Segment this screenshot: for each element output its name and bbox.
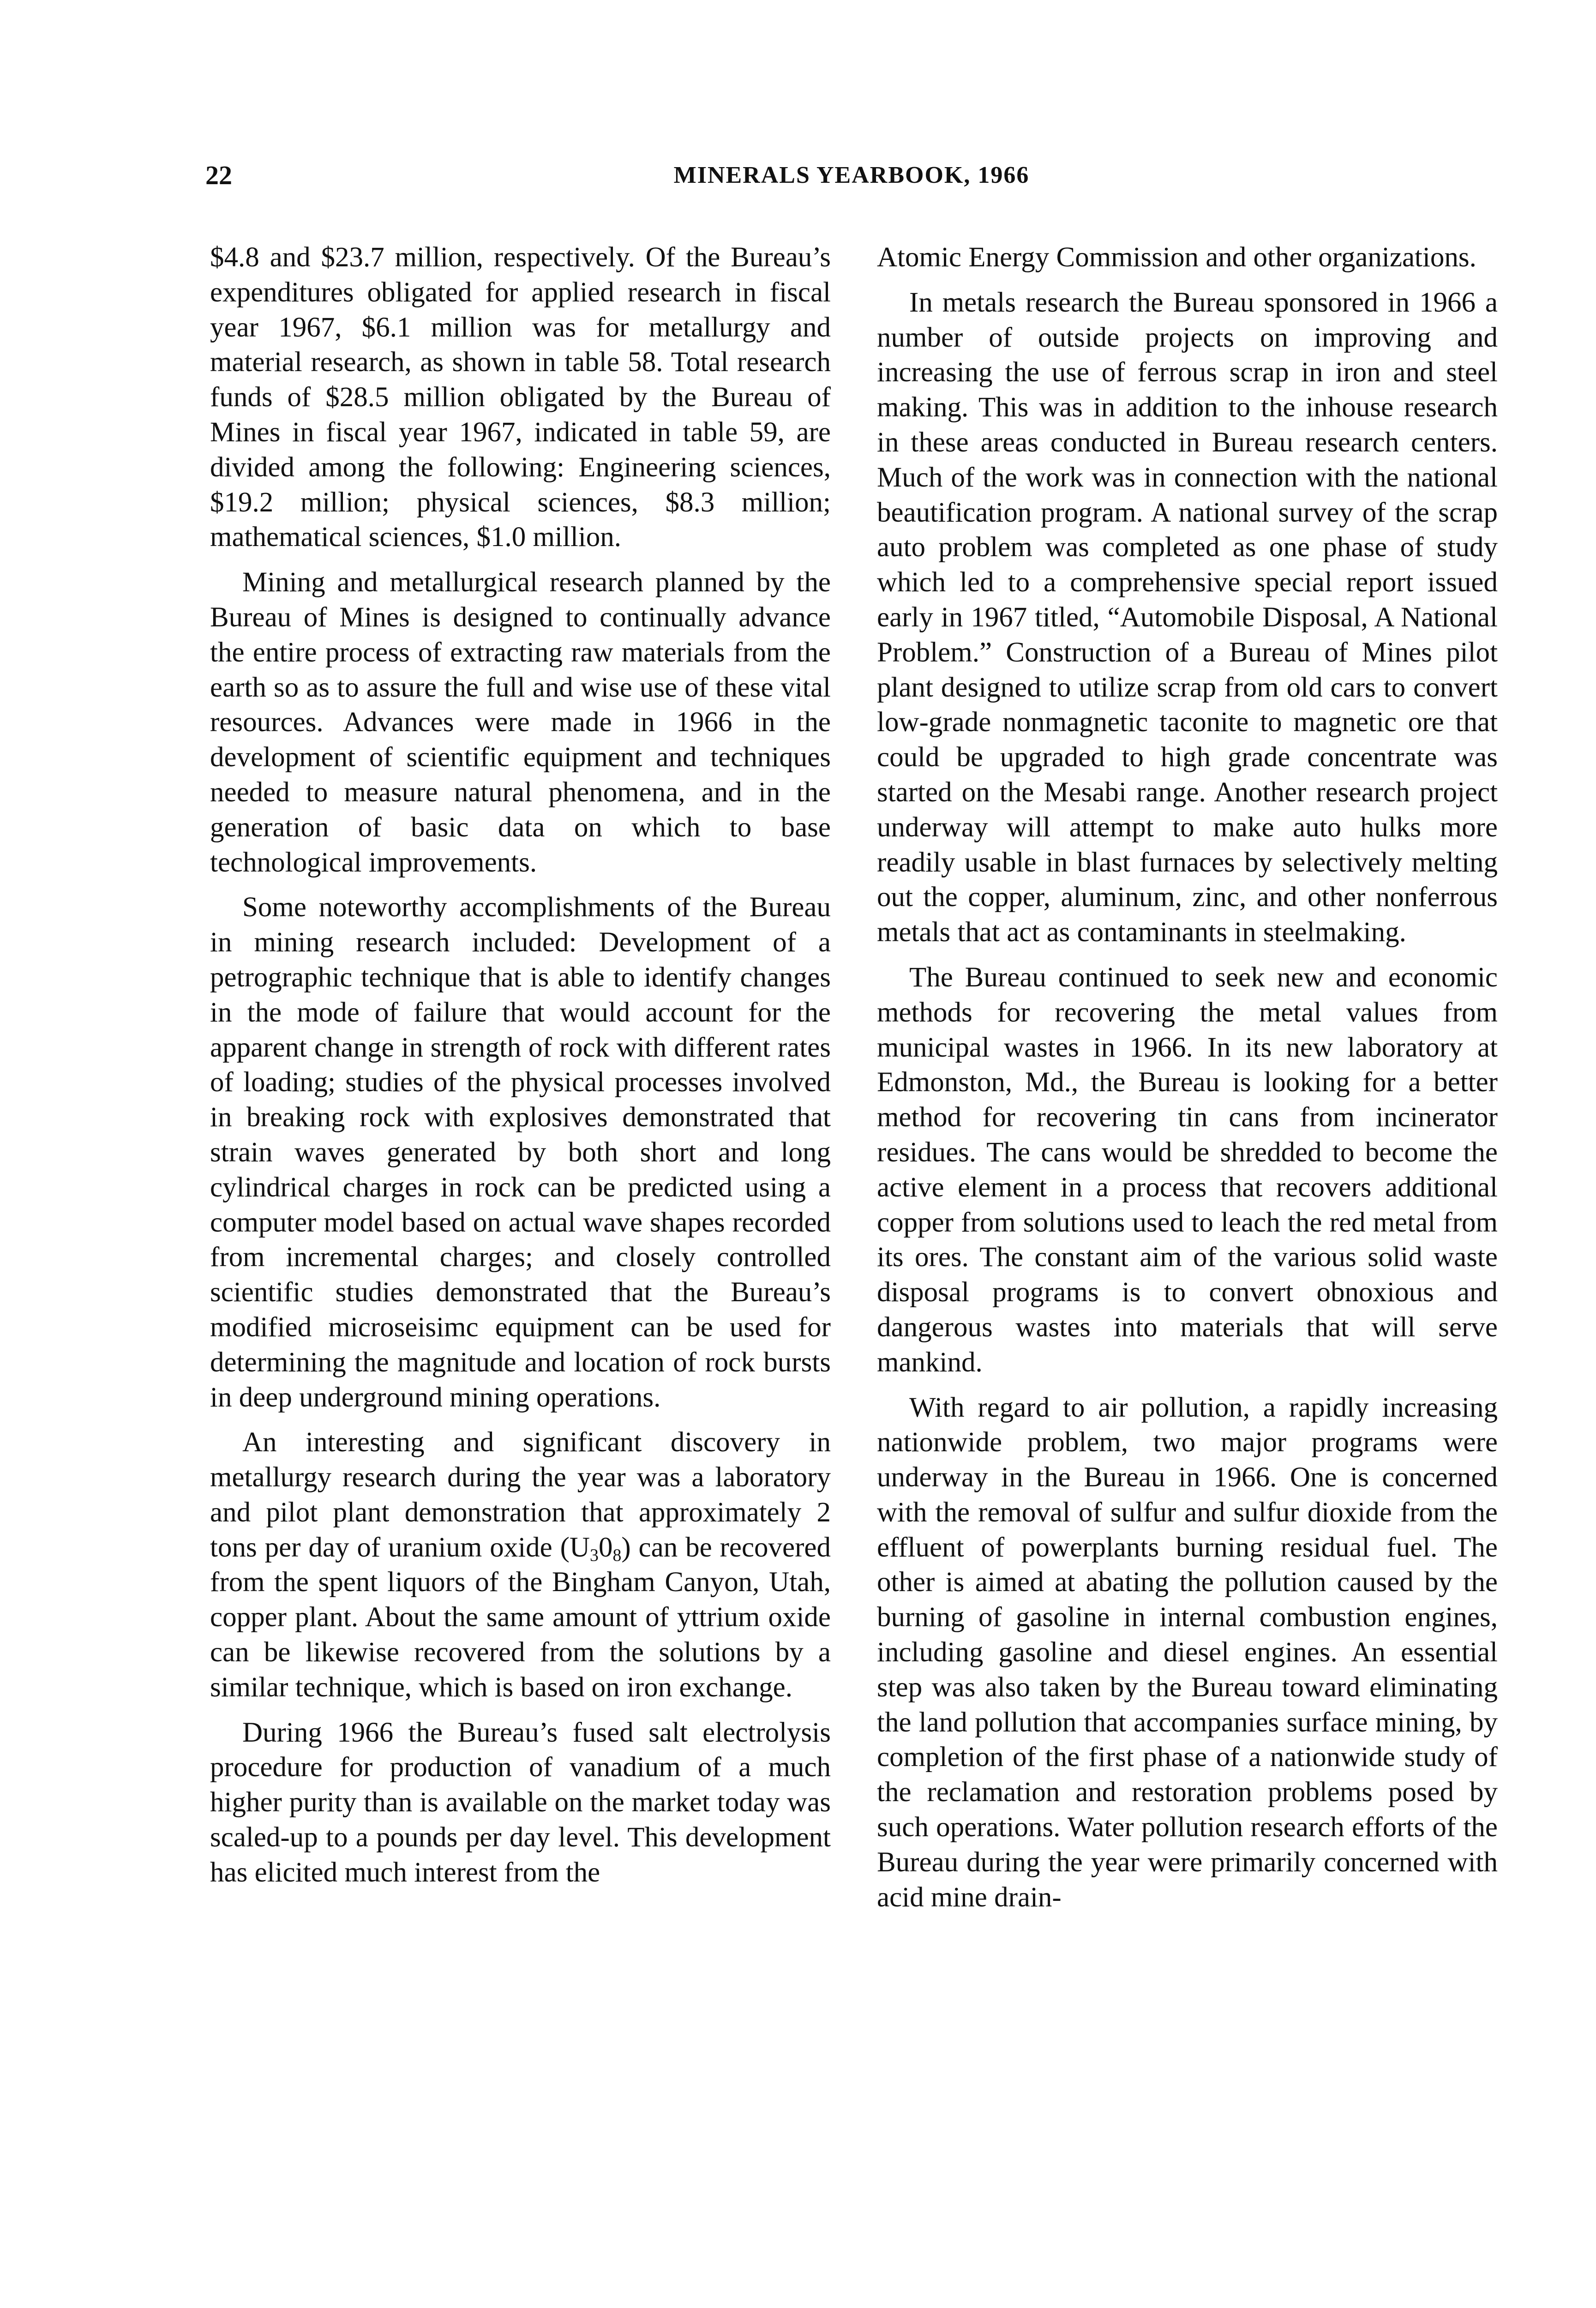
running-header: [205, 155, 1498, 196]
formula-subscript-3: 3: [590, 1545, 599, 1565]
uranium-text-end: ) can be recovered from the spent liquors of the Bingham Canyon, Utah, copper plant. About the same amount of yttrium oxide can be likewise recovered from the solutions by a similar technique, which is based on iron exchange.: [210, 1532, 831, 1703]
paragraph-mining-accomplishments: Some noteworthy accomplishments of the Bureau in mining research included: Development of a petrographic technique that is able to identify changes in the mode of failure that would account for the apparent change in strength of rock with different rates of loading; studies of the physical processes involved in breaking rock with explosives demonstrated that strain waves generated by both short and long cylindrical charges in rock can be predicted using a computer model based on actual wave shapes recorded from incremental charges; and closely controlled scientific studies demonstrated that the Bureau’s modified microseisimc equipment can be used for determining the magnitude and location of rock bursts in deep underground mining operations.: [210, 892, 831, 1413]
paragraph-expenditures: $4.8 and $23.7 million, respectively. Of the Bureau’s expenditures obligated for applied research in fiscal year 1967, $6.1 million was for metallurgy and material research, as shown in table 58. Total research funds of $28.5 million obligated by the Bureau of Mines in fiscal year 1967, indicated in table 59, are divided among the following: Engineering sciences, $19.2 million; physical sciences, $8.3 million; mathematical sciences, $1.0 million.: [210, 242, 831, 553]
paragraph-vanadium: During 1966 the Bureau’s fused salt electrolysis procedure for production of vanadium of a much higher purity than is available on the market today was scaled-up to a pounds per day level. This development has elicited much interest from the: [210, 1717, 831, 1888]
formula-subscript-8: 8: [612, 1545, 622, 1565]
paragraph-municipal-wastes: The Bureau continued to seek new and economic methods for recovering the metal values from municipal wastes in 1966. In its new laboratory at Edmonston, Md., the Bureau is looking for a better method for recovering tin cans from incinerator residues. The cans would be shredded to become the active element in a process that recovers additional copper from solutions used to leach the red metal from its ores. The constant aim of the various solid waste disposal programs is to convert obnoxious and dangerous wastes into materials that will serve mankind.: [877, 962, 1498, 1378]
paragraph-aec-continuation: Atomic Energy Commission and other organizations.: [877, 242, 1476, 273]
uranium-text-start: An interesting and significant discovery in metallurgy research during the year was a laboratory and pilot plant demonstration that approximately 2 tons per day of uranium oxide (U: [210, 1427, 831, 1563]
left-column: [210, 240, 831, 1900]
paragraph-uranium-discovery: [210, 1425, 831, 1705]
formula-oxygen: 0: [598, 1532, 613, 1563]
paragraph-research-planning: Mining and metallurgical research planned by the Bureau of Mines is designed to continually advance the entire process of extracting raw materials from the earth so as to assure the full and wise use of these vital resources. Advances were made in 1966 in the development of scientific equipment and techniques needed to measure natural phenomena, and in the generation of basic data on which to base technological improvements.: [210, 567, 831, 878]
paragraph-metals-research: In metals research the Bureau sponsored in 1966 a number of outside projects on improving and increasing the use of ferrous scrap in iron and steel making. This was in addition to the inhouse research in these areas conducted in Bureau research centers. Much of the work was in connection with the national beautification program. A national survey of the scrap auto problem was completed as one phase of study which led to a comprehensive special report issued early in 1967 titled, “Automobile Disposal, A National Problem.” Construction of a Bureau of Mines pilot plant designed to utilize scrap from old cars to convert low-grade nonmagnetic taconite to magnetic ore that could be upgraded to high grade concentrate was started on the Mesabi range. Another research project underway will attempt to make auto hulks more readily usable in blast furnaces by selectively melting out the copper, aluminum, zinc, and other nonferrous metals that act as contaminants in steelmaking.: [877, 287, 1498, 948]
paragraph-air-pollution: With regard to air pollution, a rapidly increasing nationwide problem, two major programs were underway in the Bureau in 1966. One is concerned with the removal of sulfur and sulfur dioxide from the effluent of powerplants burning residual fuel. The other is aimed at abating the pollution caused by the burning of gasoline in internal combustion engines, including gasoline and diesel engines. An essential step was also taken by the Bureau toward eliminating the land pollution that accompanies surface mining, by completion of the first phase of a nationwide study of the reclamation and restoration problems posed by such operations. Water pollution research efforts of the Bureau during the year were primarily concerned with acid mine drain-: [877, 1392, 1498, 1913]
page-number: 22: [205, 160, 232, 190]
right-column: [877, 240, 1498, 1925]
page-title: MINERALS YEARBOOK, 1966: [673, 162, 1030, 188]
